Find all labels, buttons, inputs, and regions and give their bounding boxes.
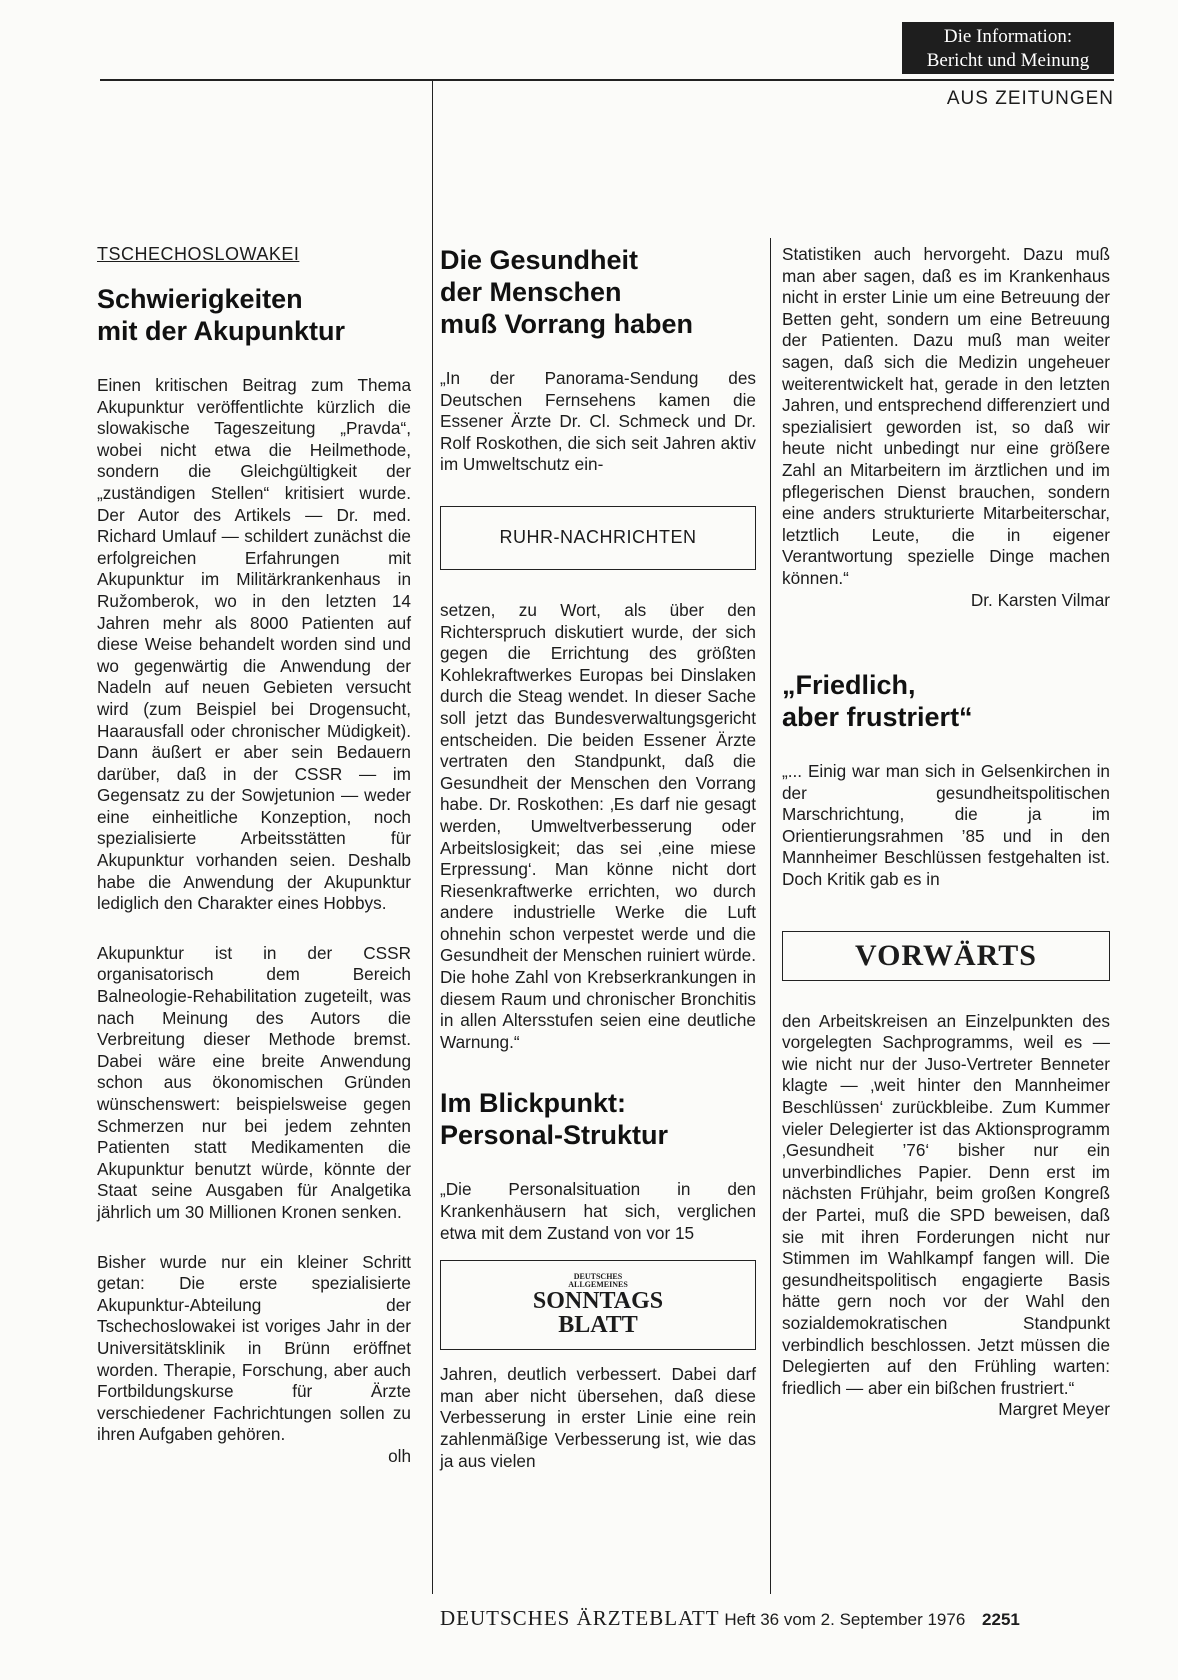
- source-small-line: ALLGEMEINES: [568, 1280, 628, 1290]
- author-name: Dr. Karsten Vilmar: [970, 589, 1110, 610]
- footer-issue: Heft 36 vom 2. September 1976: [724, 1610, 966, 1629]
- article-paragraph: „... Einig war man sich in Gelsenkirchen in der gesundheitspolitischen Marschrichtung, die ja im Orientierungsrahmen ’85 und in den Mannheimer Beschlüssen festgehalten ist. Doch Kritik gab es in: [782, 761, 1110, 890]
- article-paragraph: Jahren, deutlich verbessert. Dabei darf man aber nicht übersehen, daß diese Verbesserung in erster Linie eine rein zahlenmäßige Verbesserung ist, wie das ja aus vielen: [440, 1364, 756, 1471]
- article-paragraph: setzen, zu Wort, als über den Richterspruch diskutiert wurde, der sich gegen die Errichtung des größten Kohlekraftwerkes Europas bei Dinslaken durch die Steag wendet. In dieser Sache soll jetzt das Bundesverwaltungsgericht entscheiden. Die beiden Essener Ärzte vertraten den Standpunkt, daß die Gesundheit der Menschen den Vorrang habe. Dr. Roskothen: ‚Es darf nie gesagt werden, Umweltverbesserung oder Arbeitslosigkeit; das sei ‚eine miese Erpressung‘. Man könne nicht dort Riesenkraftwerke errichten, wo durch andere industrielle Werke die Luft ohnehin schon verpestet werde und die Gesundheit der Menschen ruiniert würde. Die hohe Zahl von Krebserkrankungen in diesem Raum und chronischer Bronchitis in allen Altersstufen seien eine deutliche Warnung.“: [440, 599, 756, 1052]
- header-rule: [100, 79, 1114, 81]
- page-footer: [440, 1606, 1020, 1631]
- column-divider: [432, 81, 433, 1594]
- column-divider: [770, 238, 771, 1594]
- article-gesundheit: [440, 244, 756, 1472]
- article-paragraph: „In der Panorama-Sendung des Deutschen Fernsehens kamen die Essener Ärzte Dr. Cl. Schmeck und Dr. Rolf Roskothen, die sich seit Jahren aktiv im Umweltschutz ein-: [440, 368, 756, 475]
- article-headline: Schwierigkeiten mit der Akupunktur: [97, 284, 346, 346]
- source-masthead-ruhr: [440, 506, 756, 570]
- article-paragraph: Einen kritischen Beitrag zum Thema Akupunktur veröffentlichte kürzlich die slowakische Tageszeitung „Pravda“, wobei nicht etwa die Heilmethode, sondern die Gleichgültigkeit der „zuständigen Stellen“ kritisiert wurde. Der Autor des Artikels — Dr. med. Richard Umlauf — schildert zunächst die erfolgreichen Erfahrungen mit Akupunktur im Militärkrankenhaus in Ružomberok, wo in den letzten 14 Jahren mehr als 8000 Patienten auf diese Weise behandelt worden sind und wo gegenwärtig die Anwendung der Nadeln auf neuen Gebieten versucht wird (zum Beispiel bei Drogensucht, Haarausfall oder chronischer Müdigkeit). Dann äußert er aber sein Bedauern darüber, daß in der CSSR — im Gegensatz zu der Sowjetunion — weder eine einheitliche Konzeption, noch spezialisierte Arbeitsstätten für Akupunktur vorhanden seien. Deshalb habe die Anwendung der Akupunktur lediglich den Charakter eines Hobbys.: [97, 375, 411, 914]
- article-paragraph: Statistiken auch hervorgeht. Dazu muß man aber sagen, daß es im Krankenhaus nicht in erster Linie um eine Betreuung der Betten geht, sondern um eine Betreuung der Patienten. Dazu muß man weiter sagen, daß sich die Medizin ungeheuer weiterentwickelt hat, gerade in den letzten Jahren, und entsprechend differenziert und spezialisiert geworden ist, so daß wir heute nicht unbedingt nur eine größere Zahl an Mitarbeitern im ärztlichen und im pflegerischen Dienst brauchen, sondern eine anders strukturierte Mitarbeiterschar, letztlich Leute, die in eigener Verantwortung spezielle Dinge machen können.“ Dr. Karsten Vilmar: [782, 244, 1110, 610]
- article-paragraph: „Die Personalsituation in den Krankenhäusern hat sich, verglichen etwa mit dem Zustand von vor 15: [440, 1179, 756, 1243]
- source-small-line: DEUTSCHES: [573, 1272, 623, 1282]
- article-headline: „Friedlich, aber frustriert“: [782, 670, 973, 733]
- author-initials: olh: [388, 1445, 411, 1466]
- article-headline: Die Gesundheit der Menschen muß Vorrang haben: [440, 245, 694, 339]
- article-column-three: [782, 244, 1110, 1421]
- source-name: BLATT: [558, 1312, 638, 1339]
- rubric-line1: Die Information:: [943, 26, 1073, 47]
- footer-masthead: DEUTSCHES ÄRZTEBLATT: [440, 1606, 720, 1630]
- article-paragraph: Bisher wurde nur ein kleiner Schritt getan: Die erste spezialisierte Akupunktur-Abteilung der Tschechoslowakei ist voriges Jahr in der Universitätsklinik in Brünn eröffnet worden. Therapie, Forschung, aber auch Fortbildungskurse für Ärzte verschiedener Fachrichtungen sollen zu ihren Aufgaben gehören. olh: [97, 1251, 411, 1466]
- author-name: Margret Meyer: [998, 1399, 1110, 1420]
- source-masthead-vorwaerts: [782, 931, 1110, 981]
- article-akupunktur: [97, 244, 411, 1468]
- rubric-badge: [902, 22, 1114, 74]
- source-name: RUHR-NACHRICHTEN: [499, 527, 697, 548]
- page-number: 2251: [982, 1610, 1020, 1629]
- article-paragraph: den Arbeitskreisen an Einzelpunkten des vorgelegten Sachprogramms, weil es — wie nicht nur der Juso-Vertreter Benneter klagte — ‚weit hinter den Mannheimer Beschlüssen‘ zurückbleibe. Zum Kummer vieler Delegierter ist das Aktionsprogramm ‚Gesundheit ’76‘ bisher nur ein unverbindliches Papier. Denn erst im nächsten Frühjahr, beim großen Kongreß der Partei, muß die SPD beweisen, daß sie mit ihren Forderungen nicht nur Stimmen im Wahlkampf fangen will. Die gesundheitspolitisch engagierte Basis hätte gern noch vor der Wahl den sozialdemokratischen Standpunkt verbindlich beschlossen. Jetzt müssen die Delegierten auf den Frühling warten: friedlich — aber ein bißchen frustriert.“ Margret Meyer: [782, 1010, 1110, 1420]
- section-label: AUS ZEITUNGEN: [946, 88, 1114, 109]
- article-kicker: TSCHECHOSLOWAKEI: [97, 244, 300, 264]
- source-name: SONNTAGS: [532, 1288, 664, 1315]
- source-masthead-sonntagsblatt: [440, 1260, 756, 1350]
- source-name: VORWÄRTS: [855, 938, 1037, 972]
- article-headline: Im Blickpunkt: Personal-Struktur: [440, 1088, 669, 1151]
- article-paragraph: Akupunktur ist in der CSSR organisatorisch dem Bereich Balneologie-Rehabilitation zugeteilt, was nach Meinung des Autors die Verbreitung dieser Methode bremst. Dabei wäre eine breite Anwendung schon aus ökonomischen Gründen wünschenswert: beispielsweise gegen Schmerzen nur bei jedem zehnten Patienten statt Medikamenten die Akupunktur benutzt würde, könnte der Staat seine Ausgaben für Analgetika jährlich um 30 Millionen Kronen senken.: [97, 942, 411, 1222]
- rubric-line2: Bericht und Meinung: [926, 50, 1090, 71]
